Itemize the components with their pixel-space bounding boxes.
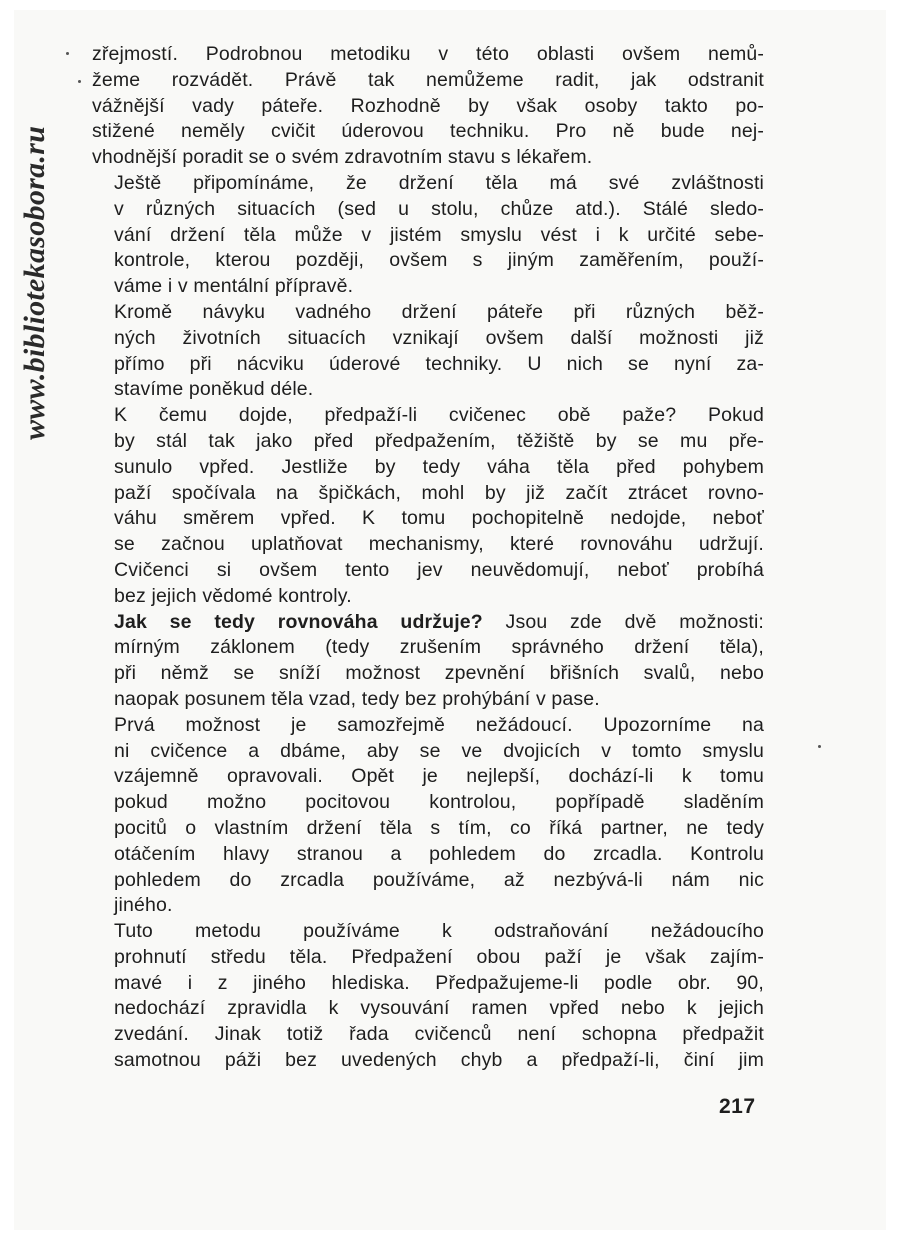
text-line [92, 610, 764, 636]
text-line: bez jejich vědomé kontroly. [114, 584, 352, 607]
text-line: vání držení těla může v jistém smyslu vést i k určité sebe- [114, 223, 764, 246]
text-line: vážnější vady páteře. Rozhodně by však osoby takto po- [92, 94, 764, 117]
scan-speck [818, 745, 821, 748]
paragraph-6 [92, 713, 764, 919]
text-line: pocitů o vlastním držení těla s tím, co říká partner, ne tedy [114, 816, 764, 839]
text-line: ni cvičence a dbáme, aby se ve dvojicích v tomto smyslu [114, 739, 764, 762]
page-number: 217 [719, 1095, 756, 1118]
text-line-rest: Jsou zde dvě možnosti: [482, 610, 764, 633]
text-line: zvedání. Jinak totiž řada cvičenců není schopna předpažit [114, 1023, 764, 1046]
text-line: Prvá možnost je samozřejmě nežádoucí. Upozorníme na [114, 713, 764, 736]
paragraph-2 [92, 171, 764, 300]
text-line: Cvičenci si ovšem tento jev neuvědomují, neboť probíhá [114, 558, 764, 581]
text-line: naopak posunem těla vzad, tedy bez prohýbání v pase. [114, 687, 600, 710]
paragraph-4 [92, 403, 764, 609]
text-line: paží spočívala na špičkách, mohl by již začít ztrácet rovno- [114, 481, 764, 504]
text-line: váme i v mentální přípravě. [114, 275, 354, 298]
text-line: váhu směrem vpřed. K tomu pochopitelně nedojde, neboť [114, 507, 764, 530]
text-line: pokud možno pocitovou kontrolou, popřípadě sladěním [114, 791, 764, 814]
text-line: sunulo vpřed. Jestliže by tedy váha těla před pohybem [114, 455, 764, 478]
text-line: Kromě návyku vadného držení páteře při různých běž- [114, 300, 764, 323]
paragraph-1 [92, 42, 764, 171]
text-line: zřejmostí. Podrobnou metodiku v této oblasti ovšem nemů- [92, 43, 764, 65]
text-line: mavé i z jiného hlediska. Předpažujeme-li podle obr. 90, [114, 971, 764, 994]
text-line: při němž se sníží možnost zpevnění břišních svalů, nebo [114, 662, 764, 685]
paragraph-3 [92, 300, 764, 403]
scan-speck [66, 52, 69, 55]
text-line: ných životních situacích vznikají ovšem další možnosti již [114, 326, 764, 349]
bold-question: Jak se tedy rovnováha udržuje? [114, 610, 483, 633]
text-line: žeme rozvádět. Právě tak nemůžeme radit, jak odstranit [92, 68, 764, 91]
text-line: jiného. [114, 894, 173, 917]
text-line: se začnou uplatňovat mechanismy, které rovnováhu udržují. [114, 533, 764, 556]
text-line: stižené neměly cvičit úderovou techniku. Pro ně bude nej- [92, 120, 764, 143]
scan-speck [78, 80, 81, 83]
text-line: stavíme poněkud déle. [114, 378, 314, 401]
text-line: K čemu dojde, předpaží-li cvičenec obě paže? Pokud [114, 404, 764, 427]
watermark-url: www.bibliotekasobora.ru [18, 125, 51, 440]
text-line: prohnutí středu těla. Předpažení obou paží je však zajím- [114, 945, 764, 968]
text-line: kontrole, kterou později, ovšem s jiným zaměřením, použí- [114, 249, 764, 272]
text-line: Tuto metodu používáme k odstraňování nežádoucího [114, 920, 764, 943]
text-line: samotnou páži bez uvedených chyb a předpaží-li, činí jim [114, 1049, 764, 1072]
text-line: vzájemně opravovali. Opět je nejlepší, dochází-li k tomu [114, 765, 764, 788]
text-line: by stál tak jako před předpažením, těžiště by se mu pře- [114, 429, 764, 452]
text-line: přímo při nácviku úderové techniky. U nich se nyní za- [114, 352, 764, 375]
text-line: vhodnější poradit se o svém zdravotním stavu s lékařem. [92, 146, 593, 169]
text-line: Ještě připomínáme, že držení těla má své zvláštnosti [114, 171, 764, 194]
paragraph-7 [92, 919, 764, 1074]
text-line: pohledem do zrcadla používáme, až nezbývá-li nám nic [114, 868, 764, 891]
paragraph-5 [92, 610, 764, 713]
text-line: v různých situacích (sed u stolu, chůze atd.). Stálé sledo- [114, 197, 764, 220]
text-line: otáčením hlavy stranou a pohledem do zrcadla. Kontrolu [114, 842, 764, 865]
text-line: mírným záklonem (tedy zrušením správného držení těla), [114, 636, 764, 659]
text-line: nedochází zpravidla k vysouvání ramen vpřed nebo k jejich [114, 997, 764, 1020]
body-text [92, 42, 764, 1074]
